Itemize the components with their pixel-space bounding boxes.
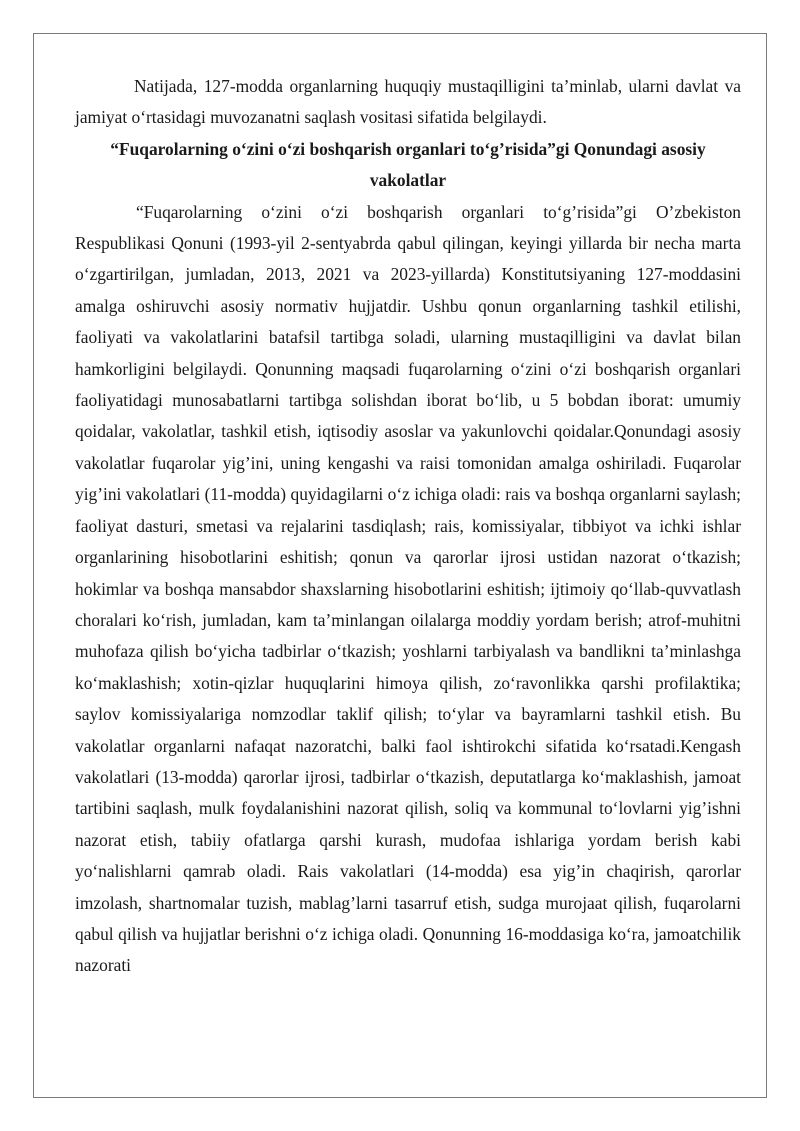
intro-paragraph: Natijada, 127-modda organlarning huquqiy mustaqilligini ta’minlab, ularni davlat va jamiyat o‘rtasidagi muvozanatni saqlash vositasi sifatida belgilaydi. <box>75 76 741 128</box>
body-paragraph: “Fuqarolarning o‘zini o‘zi boshqarish organlari to‘g’risida”gi O’zbekiston Respublikasi Qonuni (1993-yil 2-sentyabrda qabul qilingan, keyingi yillarda bir necha marta o‘zgartirilgan, jumladan, 2013, 2021 va 2023-yillarda) Konstitutsiyaning 127-moddasini amalga oshiruvchi asosiy normativ hujjatdir. Ushbu qonun organlarning tashkil etilishi, faoliyati va vakolatlarini batafsil tartibga soladi, ularning mustaqilligini va davlat bilan hamkorligini belgilaydi. Qonunning maqsadi fuqarolarning o‘zini o‘zi boshqarish organlari faoliyatidagi munosabatlarni tartibga solishdan iborat bo‘lib, u 5 bobdan iborat: umumiy qoidalar, vakolatlar, tashkil etish, iqtisodiy asoslar va yakunlovchi qoidalar.Qonundagi asosiy vakolatlar fuqarolar yig’ini, uning kengashi va raisi tomonidan amalga oshiriladi. Fuqarolar yig’ini vakolatlari (11-modda) quyidagilarni o‘z ichiga oladi: rais va boshqa organlarni saylash; faoliyat dasturi, smetasi va rejalarini tasdiqlash; rais, komissiyalar, tibbiyot va ichki ishlar organlarining hisobotlarini eshitish; qonun va qarorlar ijrosi ustidan nazorat o‘tkazish; hokimlar va boshqa mansabdor shaxslarning hisobotlarini eshitish; ijtimoiy qo‘llab-quvvatlash choralari ko‘rish, jumladan, kam ta’minlangan oilalarga moddiy yordam berish; atrof-muhitni muhofaza qilish bo‘yicha tadbirlar o‘tkazish; yoshlarni tarbiyalash va bandlikni ta’minlashga ko‘maklashish; xotin-qizlar huquqlarini himoya qilish, zo‘ravonlikka qarshi profilaktika; saylov komissiyalariga nomzodlar taklif qilish; to‘ylar va bayramlarni tashkil etish. Bu vakolatlar organlarni nafaqat nazoratchi, balki faol ishtirokchi sifatida ko‘rsatadi.Kengash vakolatlari (13-modda) qarorlar ijrosi, tadbirlar o‘tkazish, deputatlarga ko‘maklashish, jamoat tartibini saqlash, mulk foydalanishini nazorat qilish, soliq va kommunal to‘lovlarni yig’ishni nazorat etish, tabiiy ofatlarga qarshi kurash, mudofaa ishlariga yordam berish kabi yo‘nalishlarni qamrab oladi. Rais vakolatlari (14-modda) esa yig’in chaqirish, qarorlar imzolash, shartnomalar tuzish, mablag’larni tasarruf etish, sudga murojaat qilish, fuqarolarni qabul qilish va hujjatlar berishni o‘z ichiga oladi. Qonunning 16-moddasiga ko‘ra, jamoatchilik nazorati <box>75 201 741 976</box>
document-body <box>75 71 741 982</box>
section-heading: “Fuqarolarning o‘zini o‘zi boshqarish organlari to‘g’risida”gi Qonundagi asosiy vakolatlar <box>110 138 706 191</box>
